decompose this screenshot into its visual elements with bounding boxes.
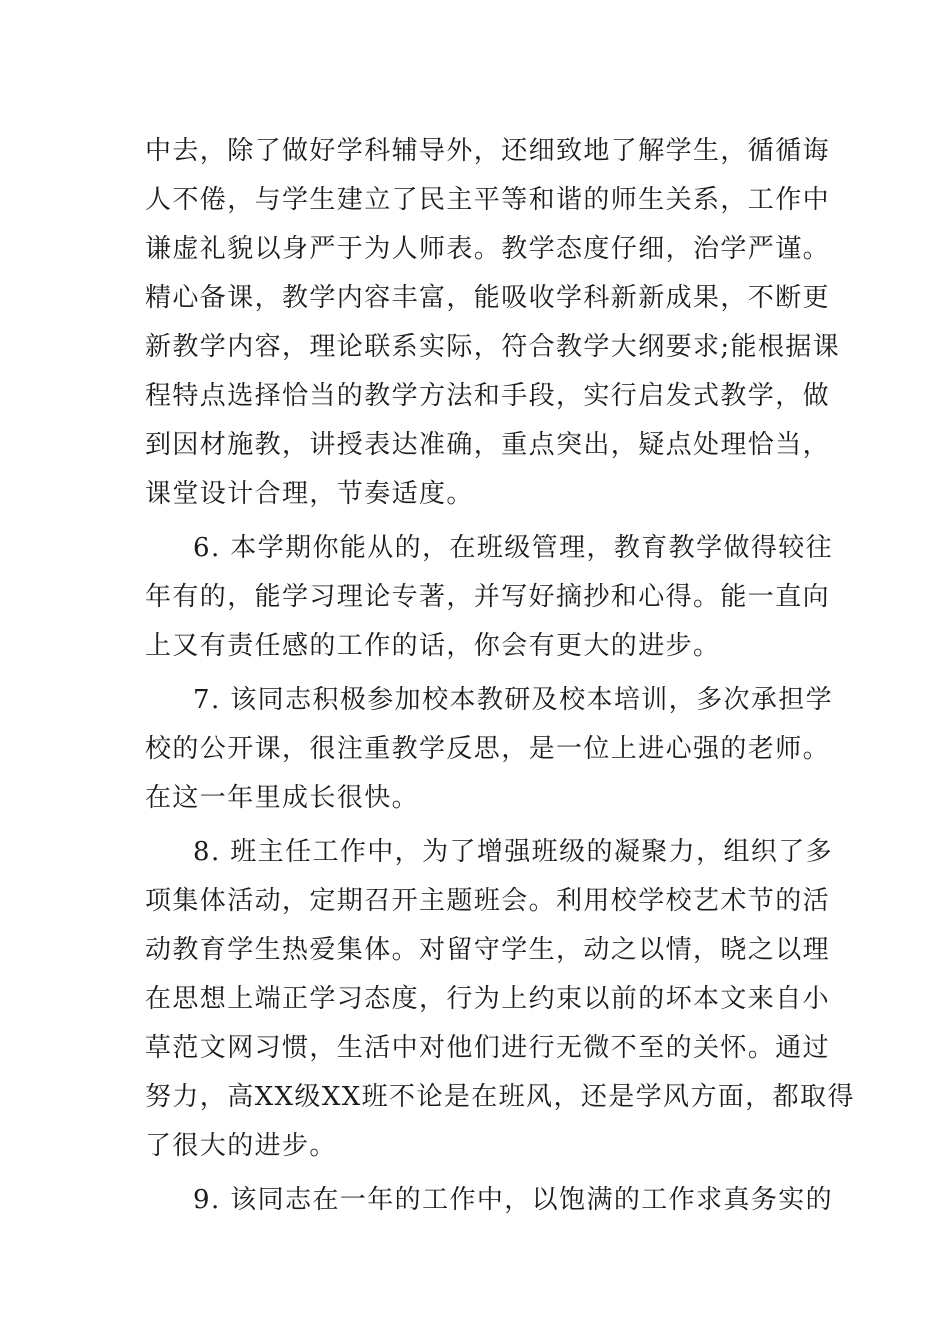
text-line: 在这一年里成长很快。 [145, 783, 420, 813]
text-line: 动教育学生热爱集体。对留守学生，动之以情，晓之以理 [145, 935, 831, 965]
text-line: 程特点选择恰当的教学方法和手段，实行启发式教学，做 [145, 381, 831, 411]
text-line: 了很大的进步。 [145, 1131, 337, 1161]
paragraph-6-start: 6. 本学期你能从的，在班级管理，教育教学做得较往 [193, 533, 834, 563]
text-line: 努力，高XX级XX班不论是在班风，还是学风方面，都取得 [145, 1082, 855, 1112]
paragraph-7-start: 7. 该同志积极参加校本教研及校本培训，多次承担学 [193, 685, 834, 715]
text-line: 人不倦，与学生建立了民主平等和谐的师生关系，工作中 [145, 185, 831, 215]
text-line: 年有的，能学习理论专著，并写好摘抄和心得。能一直向 [145, 582, 831, 612]
text-line: 中去，除了做好学科辅导外，还细致地了解学生，循循诲 [145, 136, 831, 166]
text-line: 在思想上端正学习态度，行为上约束以前的坏本文来自小 [145, 984, 831, 1014]
text-line: 谦虚礼貌以身严于为人师表。教学态度仔细，治学严谨。 [145, 234, 831, 264]
text-line: 草范文网习惯，生活中对他们进行无微不至的关怀。通过 [145, 1033, 831, 1063]
text-line: 课堂设计合理，节奏适度。 [145, 479, 474, 509]
paragraph-9-start: 9. 该同志在一年的工作中，以饱满的工作求真务实的 [193, 1185, 834, 1215]
text-line: 到因材施教，讲授表达准确，重点突出，疑点处理恰当， [145, 430, 831, 460]
text-line: 上又有责任感的工作的话，你会有更大的进步。 [145, 631, 721, 661]
text-line: 精心备课，教学内容丰富，能吸收学科新新成果，不断更 [145, 283, 831, 313]
text-line: 校的公开课，很注重教学反思，是一位上进心强的老师。 [145, 734, 831, 764]
text-line: 项集体活动，定期召开主题班会。利用校学校艺术节的活 [145, 886, 831, 916]
text-line: 新教学内容，理论联系实际，符合教学大纲要求;能根据课 [145, 332, 841, 362]
paragraph-8-start: 8. 班主任工作中，为了增强班级的凝聚力，组织了多 [193, 837, 834, 867]
